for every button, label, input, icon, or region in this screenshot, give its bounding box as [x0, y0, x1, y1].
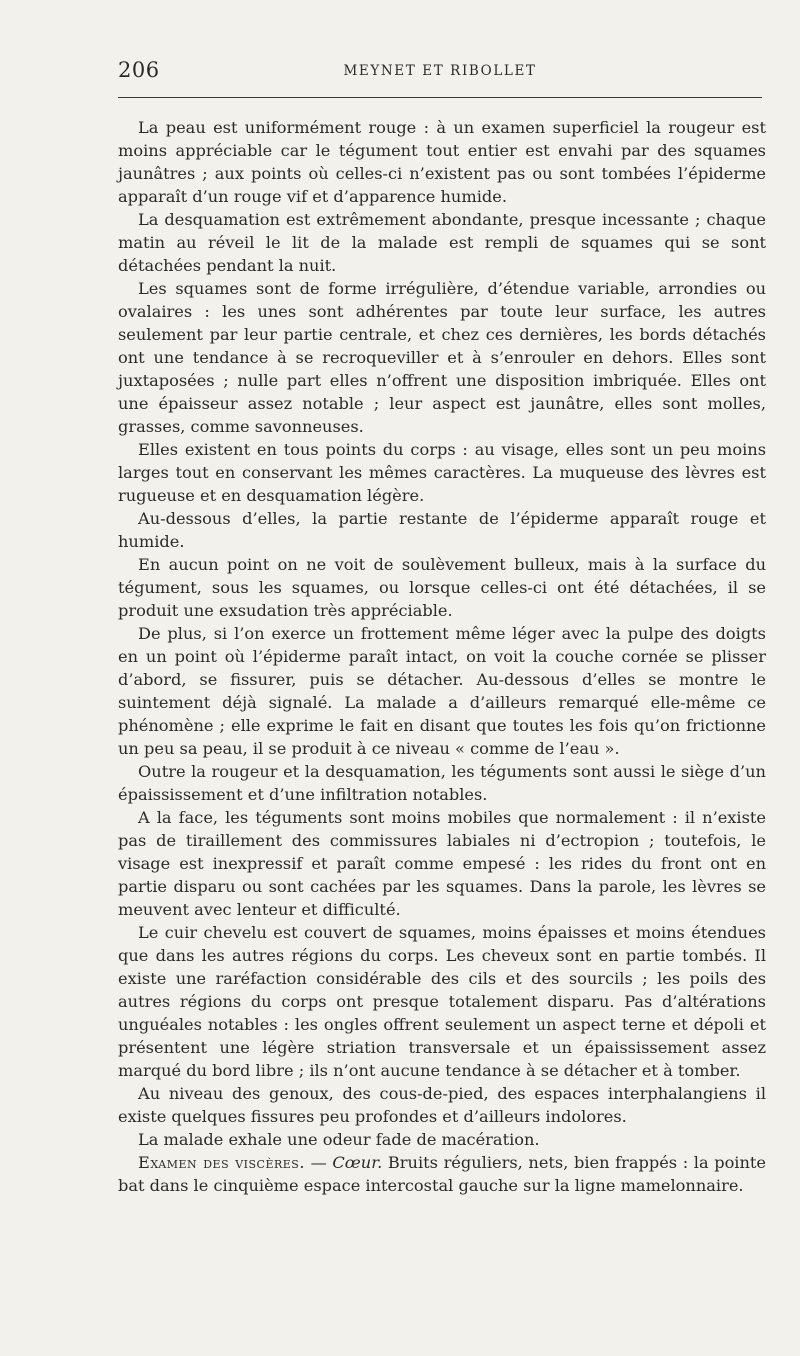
subsection-heading: Cœur. — [332, 1153, 383, 1172]
em-dash: — — [304, 1153, 333, 1172]
paragraph: La desquamation est extrêmement abondante, presque incessante ; chaque matin au réveil le lit de la malade est rempli de squames qui se sont détachées pendant la nuit. — [118, 210, 766, 275]
page-number: 206 — [118, 58, 160, 82]
body-text — [118, 116, 766, 1197]
paragraph: Au-dessous d’elles, la partie restante de l’épiderme apparaît rouge et humide. — [118, 509, 766, 551]
paragraph: Au niveau des genoux, des cous-de-pied, des espaces interphalangiens il existe quelques fissures peu profondes et d’ailleurs indolores. — [118, 1084, 766, 1126]
paragraph: En aucun point on ne voit de soulèvement bulleux, mais à la surface du tégument, sous les squames, ou lorsque celles-ci ont été détachées, il se produit une exsudation très appréciable. — [118, 555, 766, 620]
paragraph: La malade exhale une odeur fade de macération. — [138, 1130, 540, 1149]
paragraph: Les squames sont de forme irrégulière, d’étendue variable, arrondies ou ovalaires : les unes sont adhérentes par toute leur surface, les autres seulement par leur partie centrale, et chez ces dernières, les bords détachés ont une tendance à se recroqueviller et à s’enrouler en dehors. Elles sont juxtaposées ; nulle part elles n’offrent une disposition imbriquée. Elles ont une épaisseur assez notable ; leur aspect est jaunâtre, elles sont molles, grasses, comme savonneuses. — [118, 279, 766, 436]
running-title: MEYNET ET RIBOLLET — [343, 63, 537, 79]
running-head — [118, 58, 762, 84]
paragraph: Outre la rougeur et la desquamation, les téguments sont aussi le siège d’un épaississement et d’une infiltration notables. — [118, 762, 766, 804]
header-rule — [118, 97, 762, 98]
paragraph: La peau est uniformément rouge : à un examen superficiel la rougeur est moins appréciable car le tégument tout entier est envahi par des squames jaunâtres ; aux points où celles-ci n’existent pas ou sont tombées l’épiderme apparaît d’un rouge vif et d’apparence humide. — [118, 118, 766, 206]
paragraph: Le cuir chevelu est couvert de squames, moins épaisses et moins étendues que dans les autres régions du corps. Les cheveux sont en partie tombés. Il existe une raréfaction considérable des cils et des sourcils ; les poils des autres régions du corps ont presque totalement disparu. Pas d’altérations unguéales notables : les ongles offrent seulement un aspect terne et dépoli et présentent une légère striation transversale et un épaississement assez marqué du bord libre ; ils n’ont aucune tendance à se détacher et à tomber. — [118, 923, 766, 1080]
paragraph: Elles existent en tous points du corps : au visage, elles sont un peu moins larges tout en conservant les mêmes caractères. La muqueuse des lèvres est rugueuse et en desquamation légère. — [118, 440, 766, 505]
paragraph-visceral-exam — [118, 1151, 766, 1197]
section-heading: Examen des viscères. — [138, 1153, 305, 1172]
paragraph: De plus, si l’on exerce un frottement même léger avec la pulpe des doigts en un point où l’épiderme paraît intact, on voit la couche cornée se plisser d’abord, se fissurer, puis se détacher. Au-dessous d’elles se montre le suintement déjà signalé. La malade a d’ailleurs remarqué elle-même ce phénomène ; elle exprime le fait en disant que toutes les fois qu’on frictionne un peu sa peau, il se produit à ce niveau « comme de l’eau ». — [118, 624, 766, 758]
paragraph-text: Bruits réguliers, nets, bien frappés : la pointe bat dans le cinquième espace intercostal gauche sur la ligne mamelonnaire. — [118, 1153, 766, 1195]
paragraph: A la face, les téguments sont moins mobiles que normalement : il n’existe pas de tiraillement des commissures labiales ni d’ectropion ; toutefois, le visage est inexpressif et paraît comme empesé : les rides du front ont en partie disparu ou sont cachées par les squames. Dans la parole, les lèvres se meuvent avec lenteur et difficulté. — [118, 808, 766, 919]
